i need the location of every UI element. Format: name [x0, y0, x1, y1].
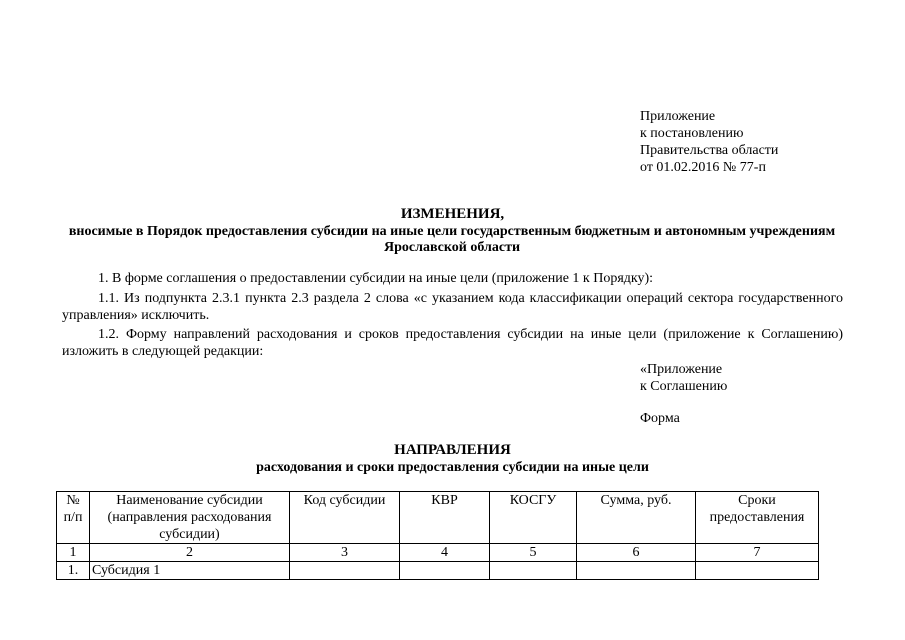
paragraph-1-2: 1.2. Форму направлений расходования и сроков предоставления субсидии на иные цели (приложение к Соглашению) изложить в следующей редакции: [62, 327, 843, 359]
column-number: 1 [57, 544, 90, 562]
column-number: 2 [90, 544, 290, 562]
header-code: Код субсидии [290, 492, 400, 544]
row-name: Субсидия 1 [90, 562, 290, 580]
row-kvr [400, 562, 490, 580]
header-kosgu: КОСГУ [490, 492, 577, 544]
header-kvr: КВР [400, 492, 490, 544]
appendix-line-4: от 01.02.2016 № 77-п [640, 160, 766, 175]
appendix-line-3: Правительства области [640, 143, 779, 158]
header-terms: Сроки предоставления [696, 492, 819, 544]
header-num: № п/п [57, 492, 90, 544]
table-header-row [57, 492, 819, 544]
document-subtitle: вносимые в Порядок предоставления субсидии на иные цели государственным бюджетным и автономным учреждениям Ярославской области [68, 224, 836, 255]
form-label: Форма [640, 411, 680, 426]
column-number: 3 [290, 544, 400, 562]
column-number-row [57, 544, 819, 562]
row-code [290, 562, 400, 580]
header-sum: Сумма, руб. [577, 492, 696, 544]
agreement-appendix-header [640, 361, 727, 395]
document-title: ИЗМЕНЕНИЯ, [400, 206, 505, 222]
paragraph-1: 1. В форме соглашения о предоставлении субсидии на иные цели (приложение 1 к Порядку): [98, 271, 654, 286]
row-sum [577, 562, 696, 580]
directions-table [56, 491, 819, 580]
table-title: НАПРАВЛЕНИЯ [394, 442, 511, 458]
header-name: Наименование субсидии (направления расходования субсидии) [90, 492, 290, 544]
column-number: 4 [400, 544, 490, 562]
row-kosgu [490, 562, 577, 580]
table-subtitle: расходования и сроки предоставления субсидии на иные цели [256, 460, 649, 475]
column-number: 6 [577, 544, 696, 562]
appendix-line-1: Приложение [640, 109, 716, 124]
agreement-appendix-line-2: к Соглашению [640, 379, 728, 394]
appendix-line-2: к постановлению [640, 126, 744, 141]
row-terms [696, 562, 819, 580]
row-num: 1. [57, 562, 90, 580]
appendix-header [640, 108, 778, 176]
agreement-appendix-line-1: «Приложение [640, 362, 723, 377]
column-number: 7 [696, 544, 819, 562]
column-number: 5 [490, 544, 577, 562]
table-row [57, 562, 819, 580]
paragraph-1-1: 1.1. Из подпункта 2.3.1 пункта 2.3 раздела 2 слова «с указанием кода классификации операций сектора государственного управления» исключить. [62, 291, 843, 323]
